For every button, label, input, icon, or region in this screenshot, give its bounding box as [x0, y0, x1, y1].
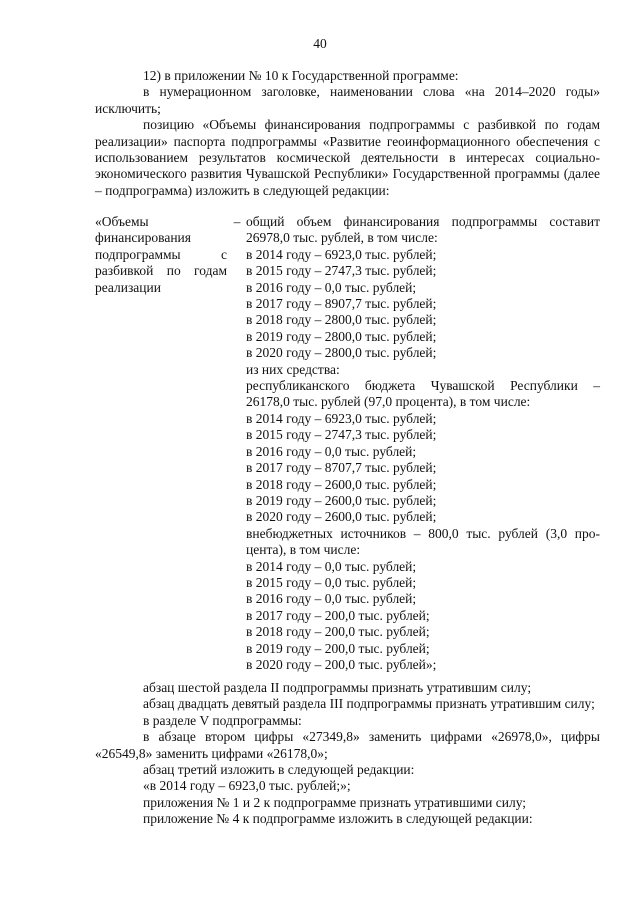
funding-line: в 2019 году – 2800,0 тыс. рублей;	[246, 328, 437, 344]
funding-line: в 2016 году – 0,0 тыс. рублей;	[246, 591, 417, 607]
intro-section	[95, 68, 600, 199]
after-paragraph-7: приложения № 1 и 2 к подпрограмме признать утратившими силу;	[143, 794, 527, 810]
funding-line: в 2015 году – 2747,3 тыс. рублей;	[246, 427, 437, 443]
funding-line: в 2018 году – 2600,0 тыс. рублей;	[246, 476, 437, 492]
funding-line: в 2015 году – 0,0 тыс. рублей;	[246, 574, 417, 590]
funding-line: в 2016 году – 0,0 тыс. рублей;	[246, 279, 417, 295]
funding-line: в 2020 году – 2800,0 тыс. рублей;	[246, 345, 437, 361]
funding-details	[246, 214, 600, 673]
funding-line: внебюджетных источников – 800,0 тыс. рублей (3,0 про-	[246, 525, 600, 541]
after-paragraph-3: в разделе V подпрограммы:	[143, 712, 302, 728]
funding-line: 26978,0 тыс. рублей, в том числе:	[246, 230, 438, 246]
funding-line: в 2020 году – 200,0 тыс. рублей»;	[246, 656, 437, 672]
intro-paragraph-2: в нумерационном заголовке, наименовании слова «на 2014–2020 годы» исключить;	[95, 84, 600, 116]
funding-line: в 2018 году – 200,0 тыс. рублей;	[246, 624, 430, 640]
funding-line: в 2019 году – 200,0 тыс. рублей;	[246, 640, 430, 656]
funding-line: в 2018 году – 2800,0 тыс. рублей;	[246, 312, 437, 328]
funding-line: в 2017 году – 200,0 тыс. рублей;	[246, 607, 430, 623]
funding-line: в 2014 году – 0,0 тыс. рублей;	[246, 558, 417, 574]
funding-line: 26178,0 тыс. рублей (97,0 процента), в том числе:	[246, 394, 531, 410]
after-paragraph-1: абзац шестой раздела II подпрограммы признать утратившим силу;	[143, 680, 532, 695]
after-paragraph-5: абзац третий изложить в следующей редакции:	[143, 762, 415, 778]
funding-line: в 2016 году – 0,0 тыс. рублей;	[246, 443, 417, 459]
funding-line: общий объем финансирования подпрограммы составит	[246, 214, 600, 229]
funding-label: «Объемы финансирования подпрограммы с разбивкой по годам реализации	[95, 214, 227, 295]
after-paragraph-8: приложение № 4 к подпрограмме изложить в следующей редакции:	[143, 811, 533, 827]
after-section	[95, 680, 600, 828]
after-paragraph-4: в абзаце втором цифры «27349,8» заменить цифрами «26978,0», цифры «26549,8» заменить цифрами «26178,0»;	[95, 729, 600, 761]
funding-line: в 2020 году – 2600,0 тыс. рублей;	[246, 509, 437, 525]
funding-line: цента), в том числе:	[246, 542, 361, 558]
intro-paragraph-1: 12) в приложении № 10 к Государственной программе:	[143, 68, 459, 83]
funding-line: республиканского бюджета Чувашской Республики –	[246, 378, 600, 394]
funding-line: в 2014 году – 6923,0 тыс. рублей;	[246, 410, 437, 426]
funding-dash: –	[233, 214, 241, 229]
page-number: 40	[313, 36, 327, 51]
after-paragraph-2: абзац двадцать девятый раздела III подпрограммы признать утратившим силу;	[143, 696, 595, 712]
intro-paragraph-3: позицию «Объемы финансирования подпрограммы с разбивкой по годам реализации» паспорта подпрограммы «Развитие геоинформационного обеспечения с использованием результатов космической деятельности в интересах социально-экономического развития Чувашской Республики» Государственной программы (далее – подпрограмма) изложить в следующей редакции:	[95, 117, 600, 198]
funding-line: в 2017 году – 8707,7 тыс. рублей;	[246, 460, 437, 476]
funding-line: в 2017 году – 8907,7 тыс. рублей;	[246, 296, 437, 312]
funding-line: из них средства:	[246, 361, 340, 377]
funding-line: в 2015 году – 2747,3 тыс. рублей;	[246, 263, 437, 279]
funding-line: в 2019 году – 2600,0 тыс. рублей;	[246, 492, 437, 508]
after-paragraph-6: «в 2014 году – 6923,0 тыс. рублей;»;	[143, 778, 351, 794]
funding-line: в 2014 году – 6923,0 тыс. рублей;	[246, 246, 437, 262]
